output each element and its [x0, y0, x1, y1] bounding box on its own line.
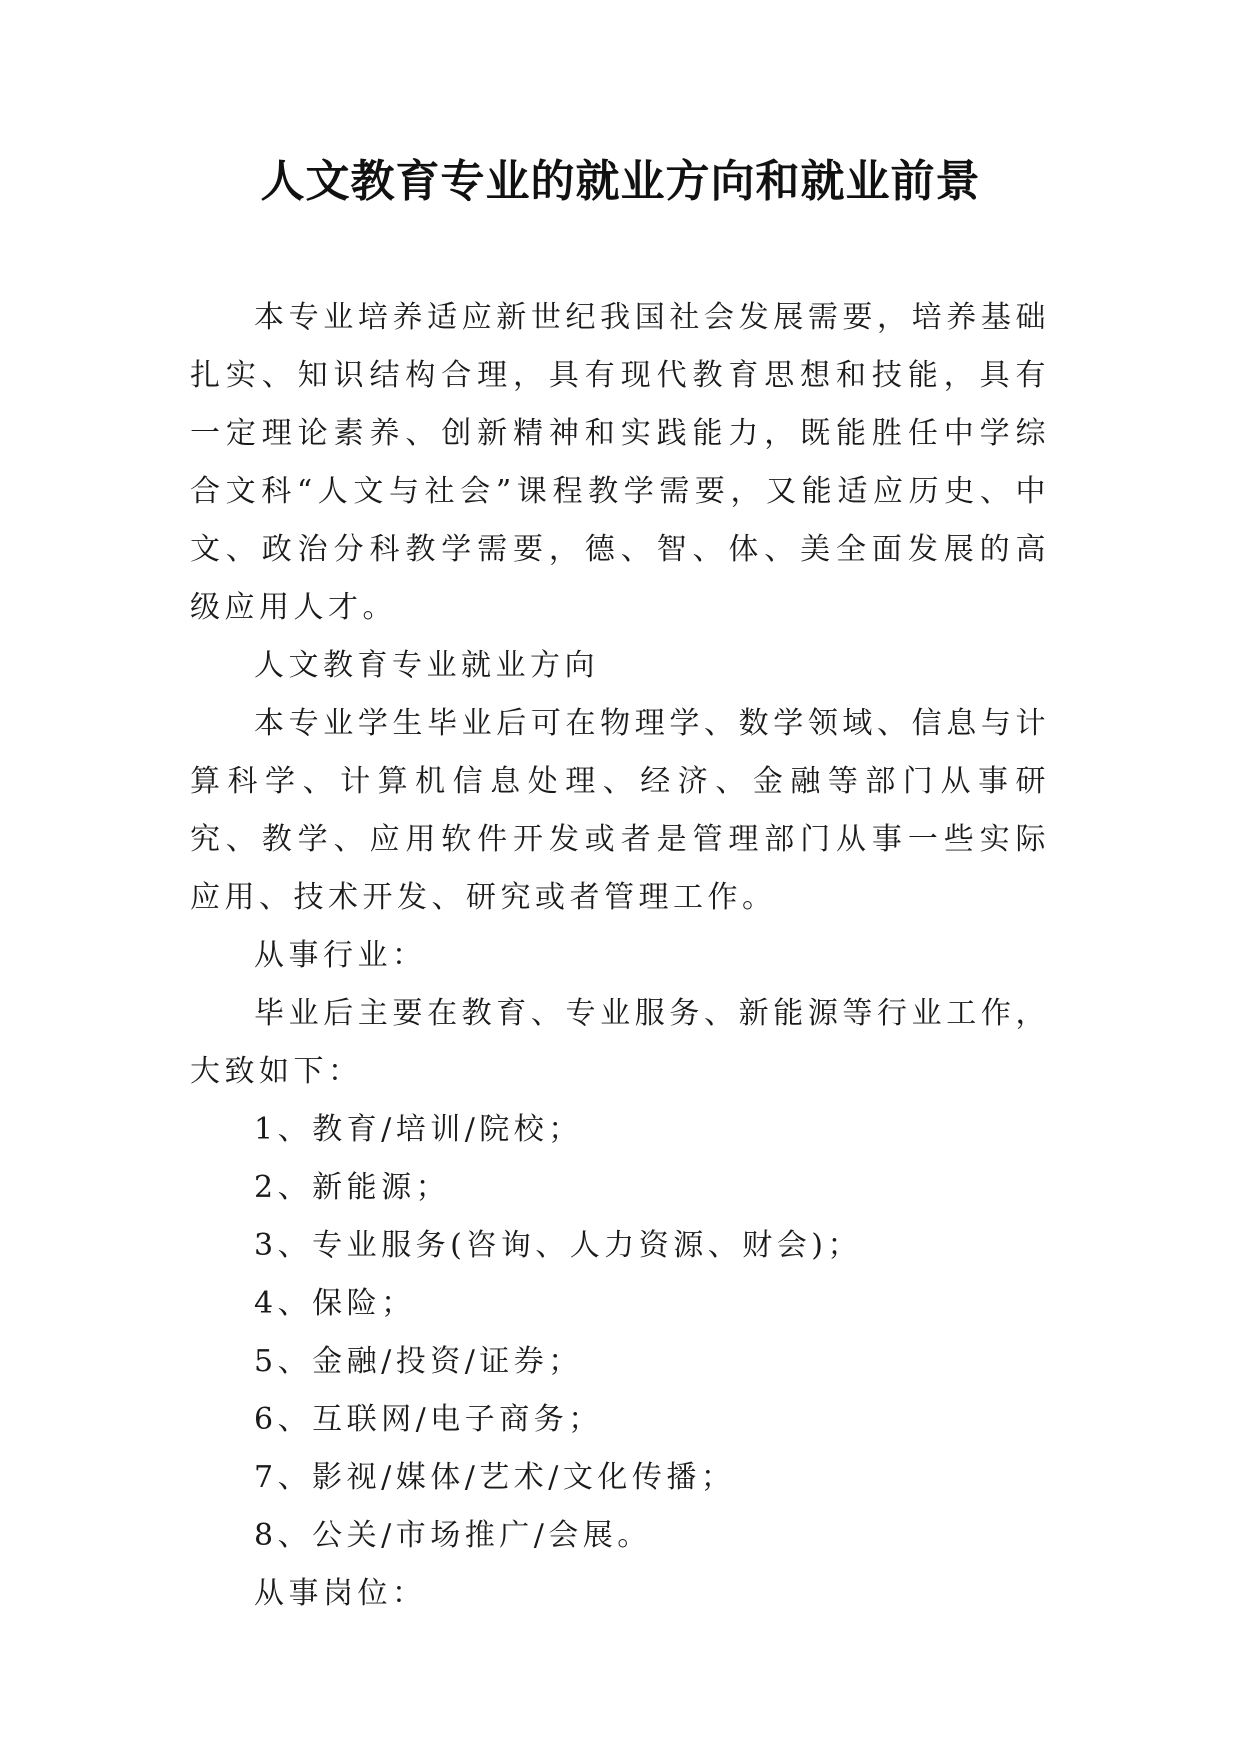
list-item: 8、公关/市场推广/会展。 [254, 1518, 652, 1553]
paragraph-intro: 本专业培养适应新世纪我国社会发展需要，培养基础扎实、知识结构合理，具有现代教育思想和技能，具有一定理论素养、创新精神和实践能力，既能胜任中学综合文科“人文与社会”课程教学需要，又能适应历史、中文、政治分科教学需要，德、智、体、美全面发展的高级应用人才。 [190, 300, 1050, 625]
list-item: 3、专业服务(咨询、人力资源、财会)； [254, 1228, 862, 1263]
list-item: 4、保险； [254, 1286, 416, 1321]
document-body [190, 289, 1050, 1623]
heading-industries: 从事行业： [254, 938, 427, 973]
heading-positions: 从事岗位： [254, 1576, 427, 1611]
document-title: 人文教育专业的就业方向和就业前景 [260, 156, 981, 207]
list-item: 1、教育/培训/院校； [254, 1112, 583, 1147]
list-item: 7、影视/媒体/艺术/文化传播； [254, 1460, 736, 1495]
list-item: 2、新能源； [254, 1170, 451, 1205]
heading-employment-direction: 人文教育专业就业方向 [254, 648, 599, 683]
paragraph-employment-direction: 本专业学生毕业后可在物理学、数学领域、信息与计算科学、计算机信息处理、经济、金融等部门从事研究、教学、应用软件开发或者是管理部门从事一些实际应用、技术开发、研究或者管理工作。 [190, 706, 1050, 915]
list-item: 6、互联网/电子商务； [254, 1402, 603, 1437]
list-item: 5、金融/投资/证券； [254, 1344, 583, 1379]
paragraph-industries: 毕业后主要在教育、专业服务、新能源等行业工作，大致如下： [190, 996, 1050, 1089]
